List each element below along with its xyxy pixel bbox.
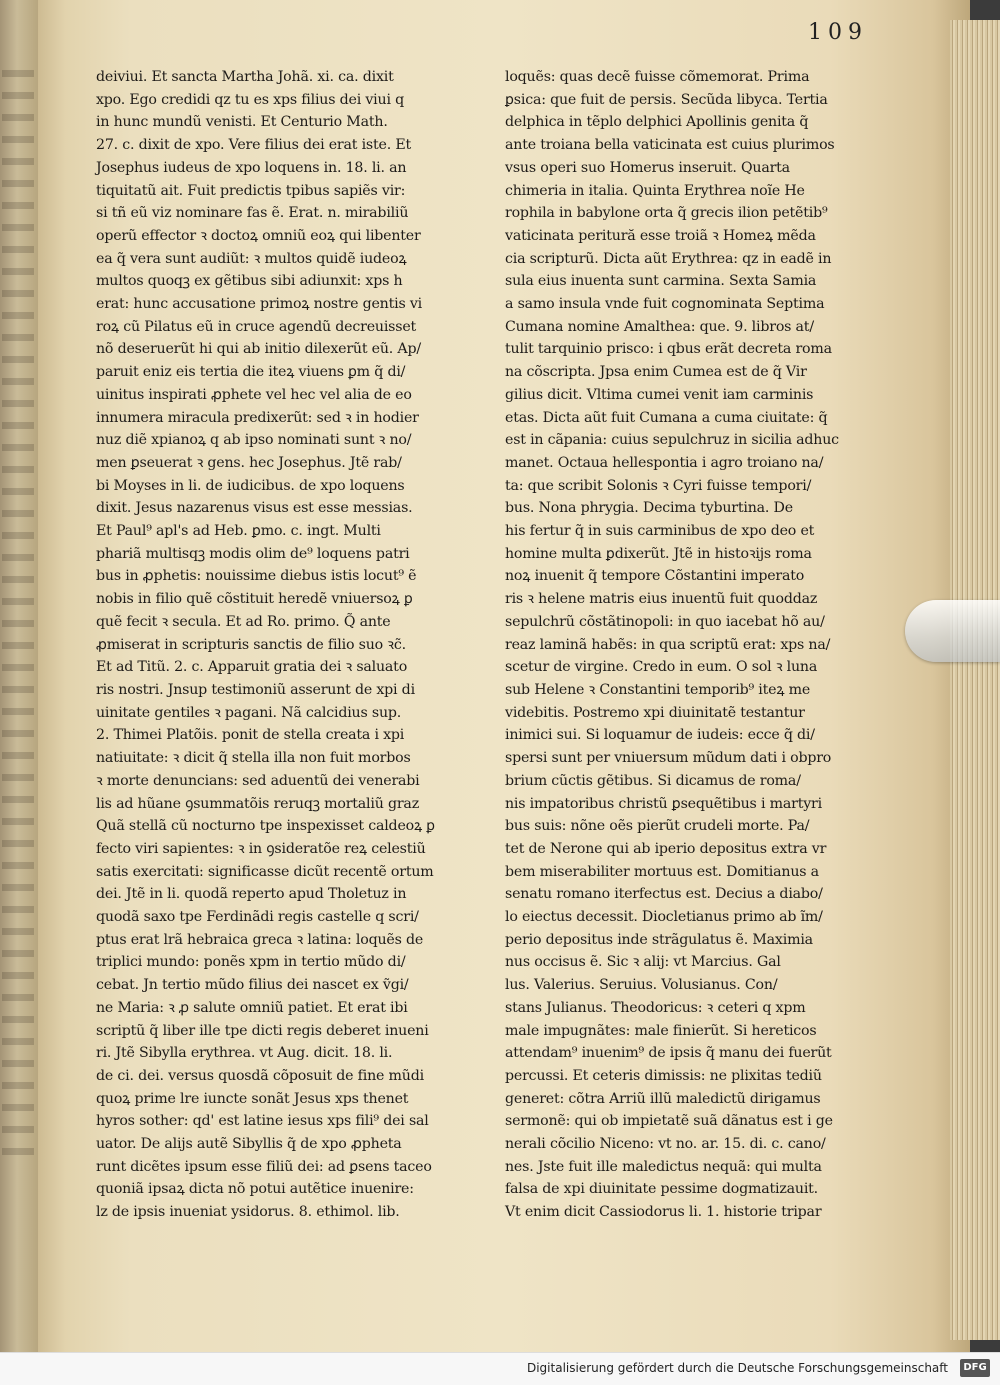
text-line: loquẽs: quas decẽ fuisse cõmemorat. Prima — [505, 69, 810, 85]
text-line: ꝛ morte denuncians: sed aduentũ dei venerabi — [96, 772, 420, 789]
text-line: uinitate gentiles ꝛ pagani. Nã calcidius sup. — [96, 704, 402, 721]
text-line: male impugnãtes: male finierũt. Si hereticos — [505, 1022, 817, 1039]
text-line: lz de ipsis inueniat ysidorus. 8. ethimol. lib. — [96, 1204, 400, 1221]
text-line: bem miserabiliter mortuus est. Domitianus a — [505, 863, 819, 880]
text-line: inimici sui. Si loquamur de iudeis: ecce q̃ di/ — [505, 727, 815, 744]
text-line: delphica in tẽplo delphici Apollinis genita q̃ — [505, 114, 809, 131]
text-column-left — [96, 66, 468, 1224]
text-line: his fertur q̃ in suis carminibus de xpo deo et — [505, 523, 815, 540]
text-line: ta: que scribit Solonis ꝛ Cyri fuisse tempori/ — [505, 477, 812, 494]
page-stack-edges — [950, 20, 1000, 1340]
text-line: cia scripturũ. Dicta aũt Erythrea: qz in eadẽ in — [505, 250, 832, 267]
text-line: multos quoqꝫ ex gẽtibus sibi adiunxit: xps h — [96, 273, 403, 290]
text-line: sub Helene ꝛ Constantini temporib⁹ iteꝝ me — [505, 681, 811, 698]
text-line: quodã saxo tpe Ferdinãdi regis castelle q scri/ — [96, 909, 419, 926]
text-line: generet: cõtra Arriũ illũ maledictũ dirigamus — [505, 1090, 821, 1107]
text-line: in hunc mundũ venisti. Et Centurio Math. — [96, 114, 388, 131]
text-line: 27. c. dixit de xpo. Vere filius dei erat iste. Et — [96, 137, 411, 154]
text-line: vaticinata peritură esse troiã ꝛ Homeꝝ mẽda — [505, 227, 816, 244]
text-line: tet de Nerone qui ab iperio depositus extra vr — [505, 840, 827, 857]
text-line: nerali cõcilio Niceno: vt no. ar. 15. di. c. cano/ — [505, 1136, 826, 1153]
text-line: sepulchrũ cõstãtinopoli: in quo iacebat hõ au/ — [505, 613, 825, 630]
text-line: Cumana nomine Amalthea: que. 9. libros at/ — [505, 318, 814, 335]
text-line: Quã stellã cũ nocturno tpe inspexisset caldeoꝝ ꝑ — [96, 818, 435, 835]
text-line: bus in ꝓphetis: nouissime diebus istis locut⁹ ẽ — [96, 568, 417, 585]
text-line: cebat. Jn tertio mũdo filius dei nascet ex ṽgi/ — [96, 977, 409, 994]
text-line: ri. Jtẽ Sibylla erythrea. vt Aug. dicit. 18. li. — [96, 1045, 393, 1062]
text-line: si tñ eũ viz nominare fas ẽ. Erat. n. mirabiliũ — [96, 205, 409, 222]
text-line: phariã multisqꝫ modis olim de⁹ loquens patri — [96, 545, 410, 562]
text-line: natiuitate: ꝛ dicit q̃ stella illa non fuit morbos — [96, 750, 411, 767]
text-line: attendam⁹ inuenim⁹ de ipsis q̃ manu dei fuerũt — [505, 1045, 832, 1062]
text-line: quoꝝ prime lre iuncte sonãt Jesus xps thenet — [96, 1090, 409, 1107]
text-line: spersi sunt per vniuersum mũdum dati i obpro — [505, 750, 832, 767]
text-line: ris ꝛ helene matris eius inuentũ fuit quoddaz — [505, 591, 818, 608]
text-line: scriptũ q̃ liber ille tpe dicti regis deberet inueni — [96, 1022, 429, 1039]
text-line: vsus operi suo Homerus inseruit. Quarta — [505, 159, 790, 176]
text-line: stans Julianus. Theodoricus: ꝛ ceteri q xpm — [505, 999, 806, 1016]
text-line: uinitus inspirati ꝓphete vel hec vel alia de eo — [96, 386, 412, 403]
text-line: men ꝑseuerat ꝛ gens. hec Josephus. Jtẽ rab/ — [96, 454, 402, 471]
text-line: noꝝ inuenit q̃ tempore Cõstantini imperato — [505, 568, 805, 585]
text-line: fecto viri sapientes: ꝛ in ꝯsideratõe reꝝ celestiũ — [96, 840, 426, 857]
text-line: satis exercitati: significasse dicũt recentẽ ortum — [96, 863, 434, 880]
text-line: ne Maria: ꝛ ꝓ salute omniũ patiet. Et erat ibi — [96, 999, 408, 1016]
text-line: xpo. Ego credidi qz tu es xps filius dei viui q — [96, 91, 404, 108]
text-line: triplici mundo: ponẽs xpm in tertio mũdo di/ — [96, 954, 406, 971]
text-line: Vt enim dicit Cassiodorus li. 1. historie tripar — [505, 1204, 822, 1221]
text-line: nobis in filio quẽ cõstituit heredẽ vniuersoꝝ ꝑ — [96, 591, 413, 608]
text-line: de ci. dei. versus quosdã cõposuit de fine mũdi — [96, 1067, 424, 1084]
text-line: homine multa ꝑdixerũt. Jtẽ in histoꝛijs roma — [505, 545, 812, 562]
text-line: runt dicẽtes ipsum esse filiũ dei: ad ꝑsens taceo — [96, 1158, 432, 1175]
text-line: uator. De alijs autẽ Sibyllis q̃ de xpo ꝓpheta — [96, 1136, 402, 1153]
funding-credit: Digitalisierung gefördert durch die Deutsche Forschungsgemeinschaft — [526, 1361, 948, 1375]
text-line: 2. Thimei Platõis. ponit de stella creata i xpi — [96, 727, 405, 744]
text-line: est in cãpania: cuius sepulchruz in sicilia adhuc — [505, 432, 839, 449]
text-line: deiviui. Et sancta Martha Johã. xi. ca. dixit — [96, 69, 394, 85]
text-line: ꝑsica: que fuit de persis. Secũda libyca. Tertia — [505, 91, 828, 108]
text-line: reaz laminã habẽs: in qua scriptũ erat: xps na/ — [505, 636, 831, 653]
text-line: manet. Octaua hellespontia i agro troiano na/ — [505, 454, 824, 471]
text-line: ea q̃ vera sunt audiũt: ꝛ multos quidẽ iudeoꝝ — [96, 250, 407, 267]
text-line: sermonẽ: qui ob impietatẽ suã dãnatus est i ge — [505, 1113, 833, 1130]
text-line: roꝝ cũ Pilatus eũ in cruce agendũ decreuisset — [96, 318, 417, 335]
text-line: chimeria in italia. Quinta Erythrea noĩe He — [505, 182, 805, 199]
text-line: senatu romano iterfectus est. Decius a diabo/ — [505, 886, 823, 903]
text-line: Josephus iudeus de xpo loquens in. 18. li. an — [96, 159, 407, 176]
text-line: bi Moyses in li. de iudicibus. de xpo loquens — [96, 477, 405, 494]
text-line: nõ deseruerũt hi qui ab initio dilexerũt eũ. Ap/ — [96, 341, 421, 358]
folio-number: 109 — [808, 20, 868, 45]
text-line: falsa de xpi diuinitate pessime dogmatizauit. — [505, 1181, 818, 1198]
text-line: scetur de virgine. Credo in eum. O sol ꝛ luna — [505, 659, 818, 676]
text-line: Et Paul⁹ apl's ad Heb. ꝑmo. c. ingt. Multi — [96, 523, 381, 540]
text-line: dei. Jtẽ in li. quodã reperto apud Tholetuz in — [96, 886, 407, 903]
text-line: brium cũctis gẽtibus. Si dicamus de roma/ — [505, 772, 801, 789]
text-line: innumera miracula predixerũt: sed ꝛ in hodier — [96, 409, 419, 426]
text-line: ante troiana bella vaticinata est cuius plurimos — [505, 137, 835, 154]
text-line: nuz diẽ xpianoꝝ q ab ipso nominati sunt ꝛ no/ — [96, 432, 412, 449]
text-line: percussi. Et ceteris dimissis: ne plixitas tediũ — [505, 1067, 822, 1084]
dfg-logo: DFG — [960, 1359, 990, 1377]
text-line: lus. Valerius. Seruius. Volusianus. Con/ — [505, 977, 778, 994]
text-line: etas. Dicta aũt fuit Cumana a cuma ciuitate: q̃ — [505, 409, 828, 426]
previous-page-text-fragment — [2, 70, 34, 1170]
text-line: na cõscripta. Jpsa enim Cumea est de q̃ Vir — [505, 364, 807, 381]
page-clip — [905, 600, 1000, 662]
text-line: bus. Nona phrygia. Decima tyburtina. De — [505, 500, 793, 517]
text-line: operũ effector ꝛ doctoꝝ omniũ eoꝝ qui libenter — [96, 227, 421, 244]
text-line: nes. Jste fuit ille maledictus nequã: qui multa — [505, 1158, 822, 1175]
text-line: nus occisus ẽ. Sic ꝛ alij: vt Marcius. Gal — [505, 954, 781, 971]
text-line: Et ad Titũ. 2. c. Apparuit gratia dei ꝛ saluato — [96, 659, 408, 676]
text-line: sula eius inuenta sunt carmina. Sexta Samia — [505, 273, 817, 290]
text-line: dixit. Jesus nazarenus visus est esse messias. — [96, 500, 413, 517]
text-line: tiquitatũ ait. Fuit predictis tpibus sapiẽs vir: — [96, 182, 406, 199]
text-line: ptus erat lrã hebraica greca ꝛ latina: loquẽs de — [96, 931, 424, 948]
text-line: a samo insula vnde fuit cognominata Septima — [505, 296, 825, 313]
text-line: erat: hunc accusatione primoꝝ nostre gentis vi — [96, 296, 422, 313]
text-line: ꝓmiserat in scripturis sanctis de filio suo ꝛc̃. — [96, 636, 406, 653]
text-column-right — [505, 66, 855, 1224]
text-line: bus suis: nõne oẽs pierũt crudeli morte. Pa/ — [505, 818, 810, 835]
text-line: quẽ fecit ꝛ secula. Et ad Ro. primo. Q̃ ante — [96, 613, 391, 630]
text-line: gilius dicit. Vltima cumei venit iam carminis — [505, 386, 814, 403]
text-line: quoniã ipsaꝝ dicta nõ potui autẽtice inuenire: — [96, 1181, 414, 1198]
text-line: perio depositus inde strãgulatus ẽ. Maximia — [505, 931, 813, 948]
text-line: rophila in babylone orta q̃ grecis ilion petẽtib⁹ — [505, 205, 828, 222]
footer-bar — [0, 1352, 1000, 1385]
text-line: ris nostri. Jnsup testimoniũ asserunt de xpi di — [96, 681, 415, 698]
text-line: nis impatoribus christũ ꝑsequẽtibus i martyri — [505, 795, 822, 812]
text-line: lo eiectus decessit. Diocletianus primo ab ĩm/ — [505, 909, 823, 926]
text-line: lis ad hũane ꝯsummatõis reruqꝫ mortaliũ graz — [96, 795, 419, 812]
text-line: videbitis. Postremo xpi diuinitatẽ testantur — [505, 704, 805, 721]
text-line: paruit eniz eis tertia die iteꝝ viuens ꝑm q̃ di/ — [96, 364, 406, 381]
previous-page-edge — [0, 0, 38, 1352]
text-line: hyros sother: qd' est latine iesus xps fili⁹ dei sal — [96, 1113, 429, 1130]
text-line: tulit tarquinio prisco: i qbus erãt decreta roma — [505, 341, 832, 358]
